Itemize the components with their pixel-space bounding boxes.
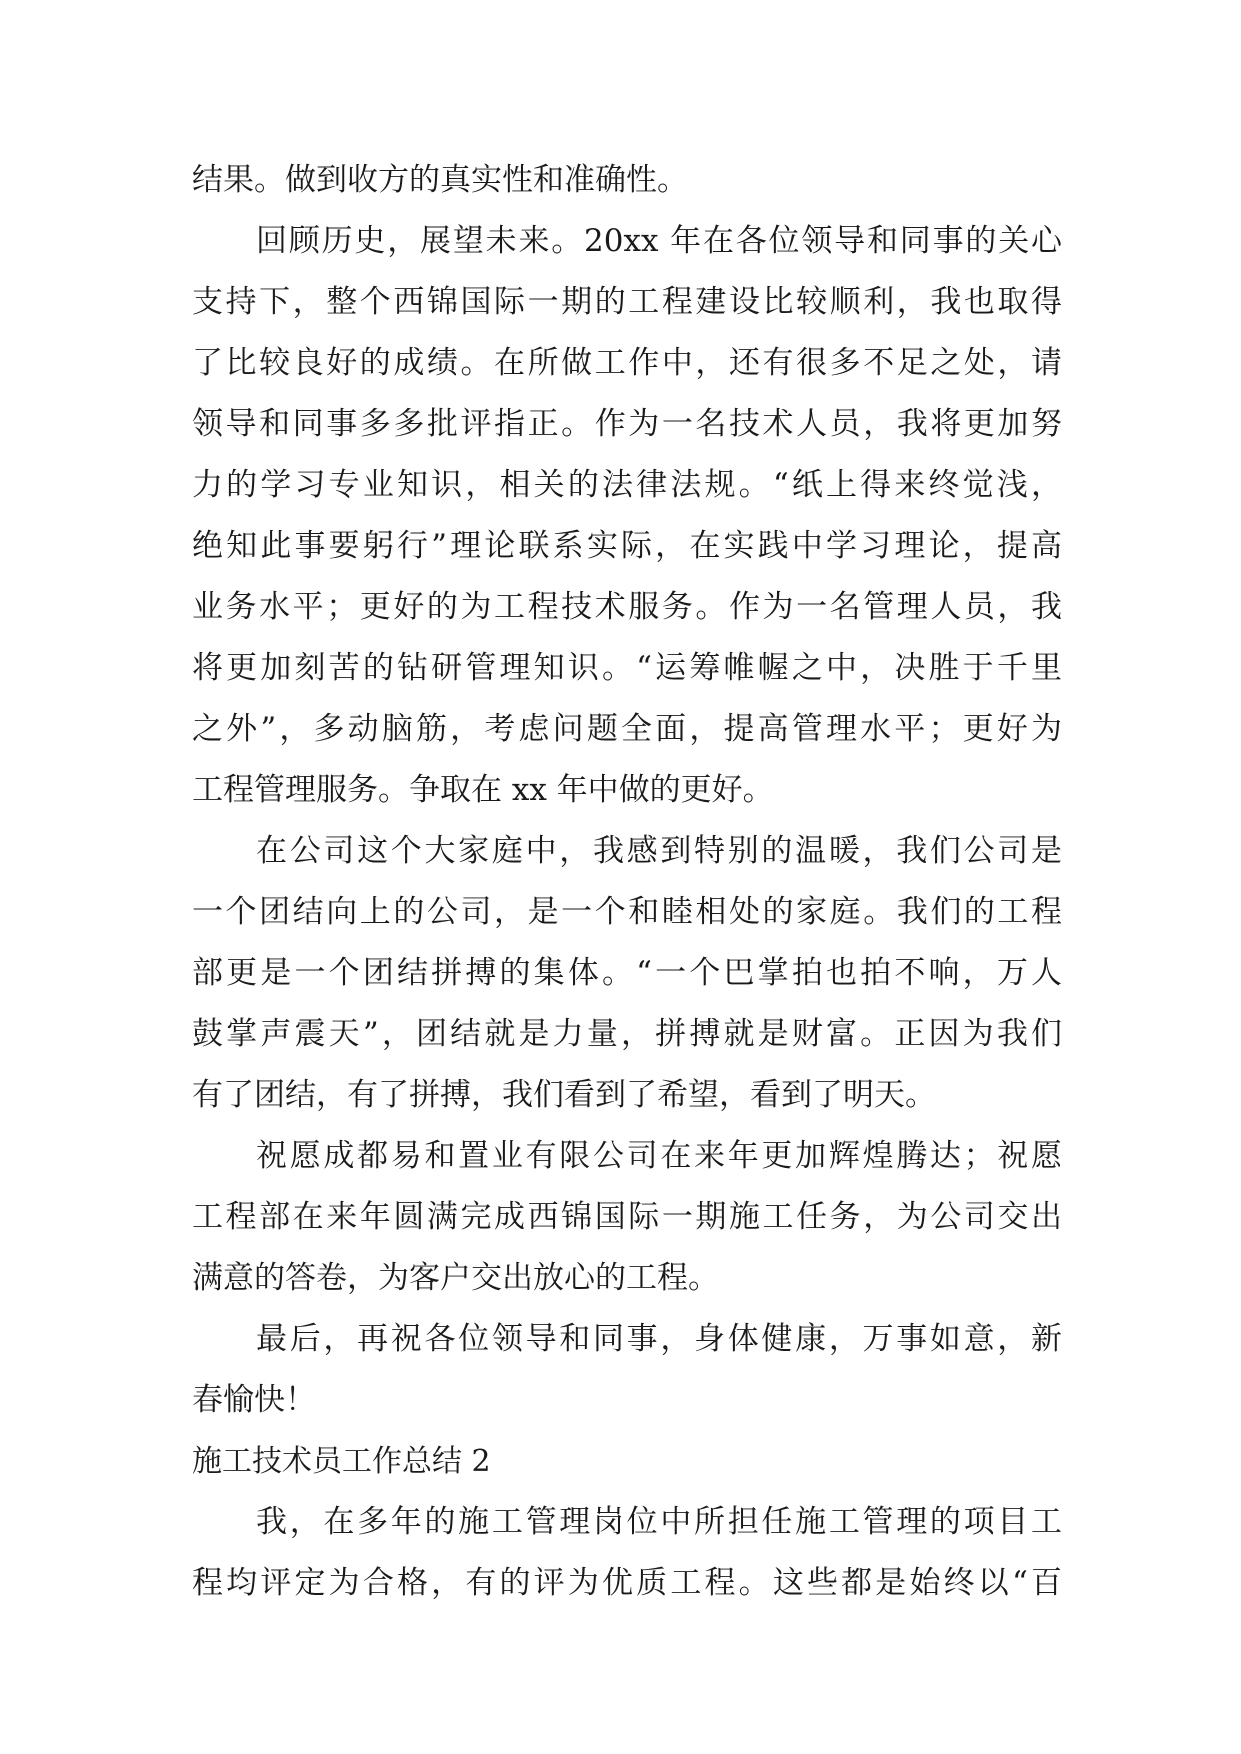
text-line: 满意的答卷，为客户交出放心的工程。	[192, 1260, 719, 1296]
text-line: 业务水平；更好的为工程技术服务。作为一名管理人员，我	[192, 589, 1062, 625]
text-line: 程均评定为合格，有的评为优质工程。这些都是始终以“百	[192, 1565, 1062, 1601]
text-line: 工程管理服务。争取在 xx 年中做的更好。	[192, 772, 774, 808]
paragraph-first-line: 最后，再祝各位领导和同事，身体健康，万事如意，新	[256, 1321, 1062, 1357]
text-line: 结果。做到收方的真实性和准确性。	[192, 162, 688, 198]
text-line: 了比较良好的成绩。在所做工作中，还有很多不足之处，请	[192, 345, 1062, 381]
paragraph-first-line: 我，在多年的施工管理岗位中所担任施工管理的项目工	[256, 1504, 1062, 1540]
text-line: 绝知此事要躬行”理论联系实际，在实践中学习理论，提高	[192, 528, 1062, 564]
text-line: 有了团结，有了拼搏，我们看到了希望，看到了明天。	[192, 1077, 936, 1113]
document-page	[192, 150, 1062, 1614]
text-line: 一个团结向上的公司，是一个和睦相处的家庭。我们的工程	[192, 894, 1062, 930]
text-line: 部更是一个团结拼搏的集体。“一个巴掌拍也拍不响，万人	[192, 955, 1062, 991]
paragraph-first-line: 回顾历史，展望未来。20xx 年在各位领导和同事的关心	[256, 223, 1062, 259]
section-heading: 施工技术员工作总结 2	[192, 1444, 491, 1479]
text-line: 支持下，整个西锦国际一期的工程建设比较顺利，我也取得	[192, 284, 1062, 320]
text-line: 力的学习专业知识，相关的法律法规。“纸上得来终觉浅，	[192, 467, 1062, 503]
text-line: 鼓掌声震天”，团结就是力量，拼搏就是财富。正因为我们	[192, 1016, 1062, 1052]
paragraph-first-line: 祝愿成都易和置业有限公司在来年更加辉煌腾达；祝愿	[256, 1138, 1062, 1174]
text-line: 工程部在来年圆满完成西锦国际一期施工任务，为公司交出	[192, 1199, 1062, 1235]
text-line: 之外”，多动脑筋，考虑问题全面，提高管理水平；更好为	[192, 711, 1062, 747]
paragraph-first-line: 在公司这个大家庭中，我感到特别的温暖，我们公司是	[256, 833, 1062, 869]
text-line: 将更加刻苦的钻研管理知识。“运筹帷幄之中，决胜于千里	[192, 650, 1062, 686]
text-line: 春愉快！	[192, 1382, 316, 1418]
text-line: 领导和同事多多批评指正。作为一名技术人员，我将更加努	[192, 406, 1062, 442]
